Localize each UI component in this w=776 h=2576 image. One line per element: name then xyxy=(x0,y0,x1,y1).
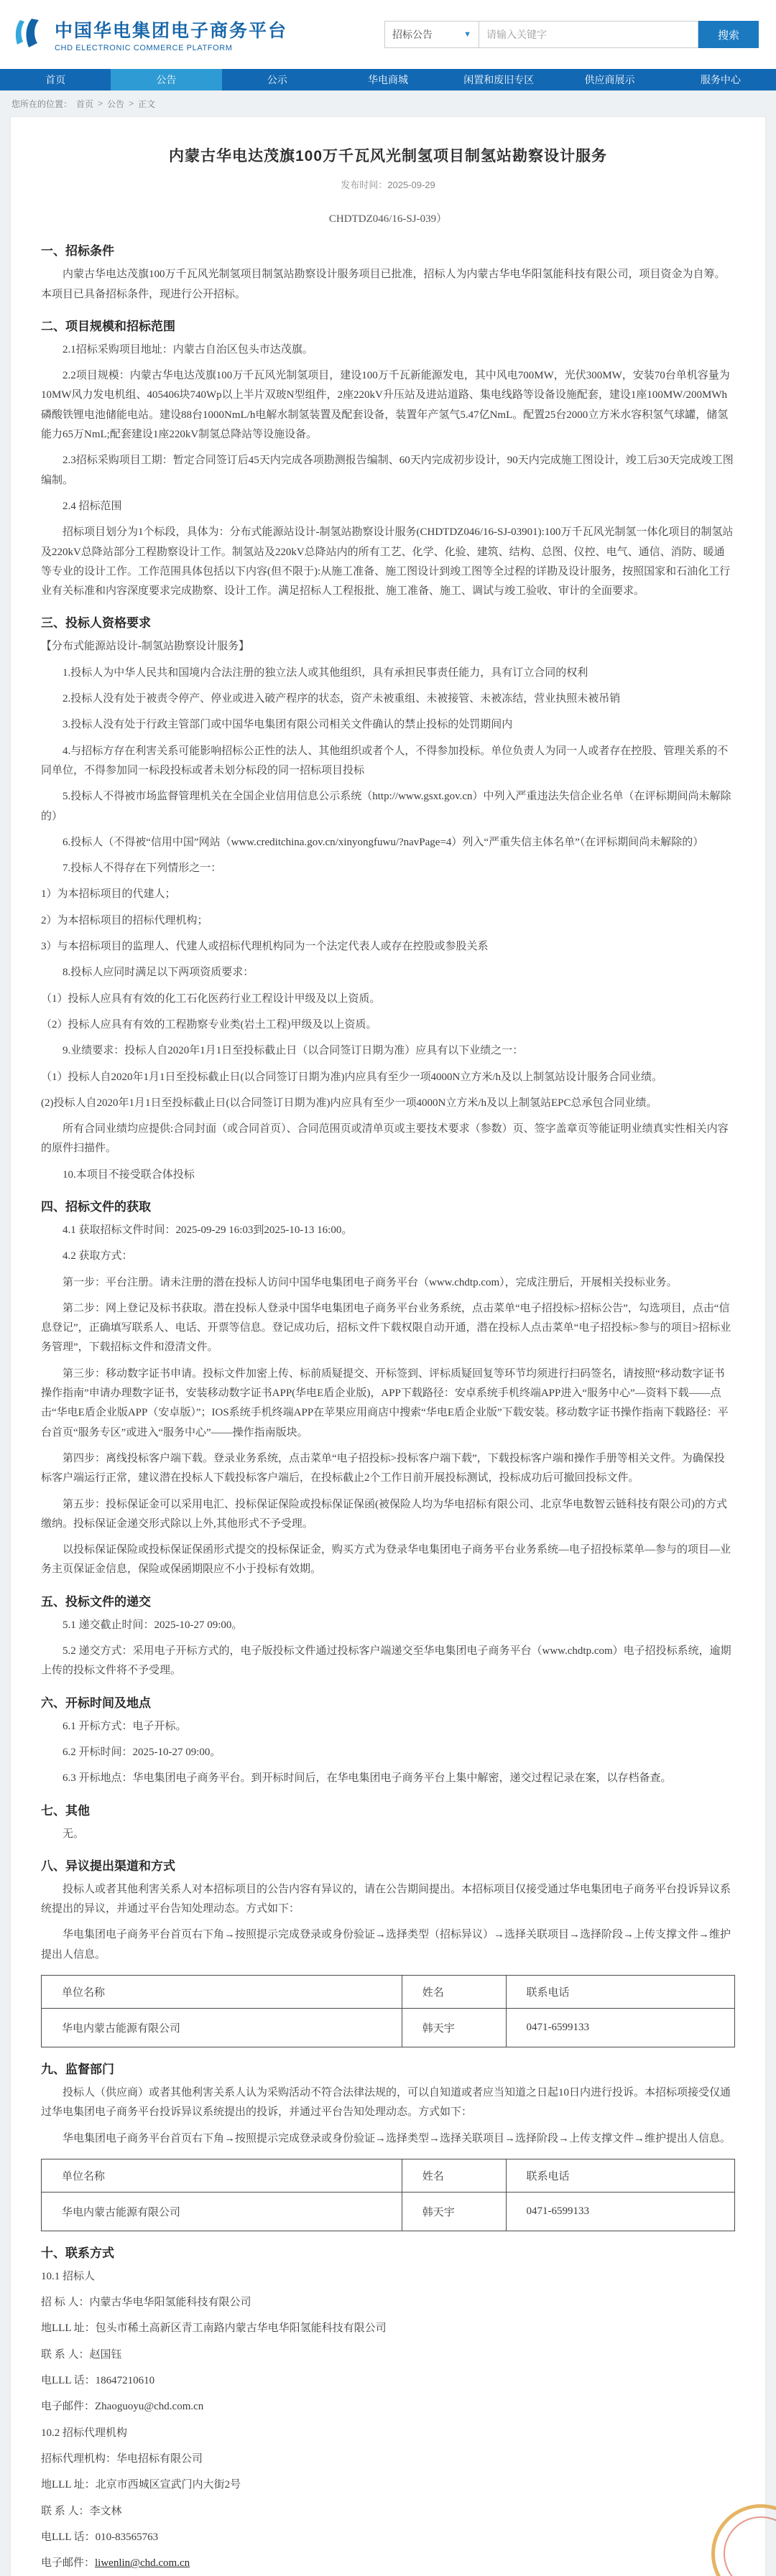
nav-item-home[interactable]: 首页 xyxy=(45,74,66,85)
paragraph: 10.1 招标人 xyxy=(41,2270,96,2282)
paragraph: 7.投标人不得存在下列情形之一： xyxy=(63,862,222,875)
main-nav xyxy=(0,69,776,90)
paragraph: 6.3 开标地点：华电集团电子商务平台。到开标时间后，在华电集团电子商务平台上集中解密，递交过程记录在案，以存档备查。 xyxy=(63,1772,672,1785)
paragraph: 1）为本招标项目的代建人； xyxy=(41,888,176,901)
paragraph: 第二步：网上登记及标书获取。潜在投标人登录中国华电集团电子商务平台业务系统，点击菜单“电子招投标>招标公告”，勾选项目，点击“信息登记”，正确填写联系人、电话、开票等信息。登记成功后，招标文件下载权限自动开通，潜在投标人点击菜单“电子招投标>参与的项目>招标业务管理”，下载招标文件和澄清文件。 xyxy=(41,1302,731,1354)
section-heading: 四、招标文件的获取 xyxy=(41,1199,151,1214)
table-header-cell: 联系电话 xyxy=(506,2159,734,2192)
contact-table xyxy=(41,1975,735,2047)
paragraph: 5.投标人不得被市场监督管理机关在全国企业信用信息公示系统（http://www.gsxt.gov.cn）中列入严重违法失信企业名单（在评标期间尚未解除的） xyxy=(41,791,731,822)
table-cell: 韩天宇 xyxy=(402,2192,506,2231)
table-header-cell: 单位名称 xyxy=(42,1976,402,2009)
paragraph: 联 系 人：赵国钰 xyxy=(41,2348,122,2361)
publish-date: 发布时间：2025-09-29 xyxy=(341,180,435,190)
platform-name-en: CHD ELECTRONIC COMMERCE PLATFORM xyxy=(55,44,233,52)
table-header-row xyxy=(42,2159,735,2192)
paragraph: 2.3招标采购项目工期：暂定合同签订后45天内完成各项勘测报告编制、60天内完成初步设计，90天内完成施工图设计，竣工后30天完成竣工图编制。 xyxy=(41,455,734,486)
search-category-select[interactable] xyxy=(384,21,479,48)
paragraph: 第四步：离线投标客户端下载。登录业务系统，点击菜单“电子招投标>投标客户端下载”，下载投标客户端和操作手册等相关文件。为确保投标客户端运行正常，建议潜在投标人下载投标客户端后，在投标截止2个工作日前开展投标测试，投标成功后可撤回投标文件。 xyxy=(41,1452,725,1484)
paragraph: 招标代理机构：华电招标有限公司 xyxy=(41,2452,203,2465)
search-bar xyxy=(384,21,759,48)
paragraph: 【分布式能源站设计-制氢站勘察设计服务】 xyxy=(41,641,249,653)
announcement-card xyxy=(10,116,766,2576)
paragraph: 2）为本招标项目的招标代理机构； xyxy=(41,914,208,926)
search-category-value: 招标公告 xyxy=(392,29,433,40)
table-cell: 0471-6599133 xyxy=(506,2009,734,2047)
paragraph: 10.本项目不接受联合体投标 xyxy=(63,1168,195,1181)
paragraph: 6.投标人（不得被“信用中国”网站（www.creditchina.gov.cn/xinyongfuwu/?navPage=4）列入“严重失信主体名单”（在评标期间尚未解除的） xyxy=(63,836,704,848)
nav-item-suppliers[interactable]: 供应商展示 xyxy=(584,74,635,85)
table-header-cell: 单位名称 xyxy=(42,2159,402,2192)
paragraph: 华电集团电子商务平台首页右下角→按照提示完成登录或身份验证→选择类型→选择关联项目→选择阶段→上传支撑文件→维护提出人信息。 xyxy=(63,2132,731,2144)
chd-logo-icon xyxy=(10,16,47,54)
nav-item-mall[interactable]: 华电商城 xyxy=(367,74,408,85)
table-header-row xyxy=(42,1976,735,2009)
paragraph: 6.1 开标方式：电子开标。 xyxy=(63,1720,187,1732)
breadcrumb-prefix: 您所在的位置： xyxy=(11,98,73,109)
paragraph: 9.业绩要求：投标人自2020年1月1日至投标截止日（以合同签订日期为准）应具有以下业绩之一： xyxy=(63,1045,524,1057)
paragraph: 电LLL 话：18647210610 xyxy=(41,2375,155,2387)
platform-name-cn: 中国华电集团电子商务平台 xyxy=(55,21,288,41)
breadcrumb-separator: > xyxy=(98,98,103,108)
table-row xyxy=(42,2009,735,2047)
paragraph: 第一步：平台注册。请未注册的潜在投标人访问中国华电集团电子商务平台（www.chdtp.com），完成注册后，开展相关投标业务。 xyxy=(63,1276,678,1288)
paragraph: 所有合同业绩均应提供:合同封面（或合同首页）、合同范围页或清单页或主要技术要求（参数）页、签字盖章页等能证明业绩真实性相关内容的原件扫描件。 xyxy=(41,1123,729,1155)
field-label: 电子邮件： xyxy=(41,2557,96,2570)
paragraph: （1）投标人应具有有效的化工石化医药行业工程设计甲级及以上资质。 xyxy=(41,992,381,1005)
breadcrumb-link[interactable]: 首页 xyxy=(76,98,94,109)
nav-item-publicity[interactable]: 公示 xyxy=(267,74,287,85)
paragraph: 2.投标人没有处于被责令停产、停业或进入破产程序的状态，资产未被重组、未被接管、未被冻结，营业执照未被吊销 xyxy=(63,693,621,705)
section-heading: 三、投标人资格要求 xyxy=(41,616,151,631)
breadcrumb-link[interactable]: 公告 xyxy=(107,98,125,109)
nav-item-service-center[interactable]: 服务中心 xyxy=(700,74,741,85)
paragraph: 电LLL 话：010-83565763 xyxy=(41,2531,159,2543)
paragraph: 招标项目划分为1个标段，具体为：分布式能源站设计-制氢站勘察设计服务(CHDTDZ046/16-SJ-03901):100万千瓦风光制氢一体化项目的制氢站及220kV总降站部分工程勘察设计工作。制氢站及220kV总降站内的所有工艺、化学、化验、建筑、结构、总图、仪控、电气、通信、消防、暖通等专业的设计工作。工作范围具体包括以下内容(但不限于):从施工准备、施工图设计到竣工图等全过程的详勘及设计服务，按照国家和石油化工行业有关标准和内容深度要求完成勘察、设计工作。满足招标人工程报批、施工准备、施工、调试与竣工验收、审计的全面要求。 xyxy=(41,526,734,597)
paragraph: 5.1 递交截止时间：2025-10-27 09:00。 xyxy=(63,1619,243,1631)
nav-item-idle-zone[interactable]: 闲置和废旧专区 xyxy=(463,74,535,85)
table-cell: 华电内蒙古能源有限公司 xyxy=(42,2192,402,2231)
section-heading: 九、监督部门 xyxy=(41,2063,114,2076)
paragraph: 2.2项目规模：内蒙古华电达茂旗100万千瓦风光制氢项目，建设100万千瓦新能源发电，其中风电700MW，光伏300MW，安装70台单机容量为10MW风力发电机组、405406块740Wp以上半片双玻N型组件，2座220kV升压站及进站道路、集电线路等设备设施配套，建设1座100MW/200MWh磷酸铁锂电池储能电站。建设88台1000NmL/h电解水制氢装置及配套设备，装置年产氢气5.47亿NmL。配置25台2000立方米水容积氢气球罐，储氢能力65万NmL;配套建设1座220kV制氢总降站等设施设备。 xyxy=(41,370,730,441)
nav-item-announcements[interactable]: 公告 xyxy=(111,69,221,90)
logo-link[interactable] xyxy=(10,16,287,54)
search-input[interactable] xyxy=(479,21,698,48)
paragraph: 1.投标人为中华人民共和国境内合法注册的独立法人或其他组织，具有承担民事责任能力，具有订立合同的权利 xyxy=(63,666,588,679)
paragraph: 地LLL 址：包头市稀土高新区青工南路内蒙古华电华阳氢能科技有限公司 xyxy=(41,2322,387,2335)
paragraph: 4.1 获取招标文件时间：2025-09-29 16:03到2025-10-13 16:00。 xyxy=(63,1224,353,1236)
paragraph: (2)投标人自2020年1月1日至投标截止日(以合同签订日期为准)内应具有至少一项4000N立方米/h及以上制氢站EPC总承包合同业绩。 xyxy=(41,1097,657,1109)
paragraph: 内蒙古华电达茂旗100万千瓦风光制氢项目制氢站勘察设计服务项目已批准，招标人为内蒙古华电华阳氢能科技有限公司，项目资金为自筹。本项目已具备招标条件，现进行公开招标。 xyxy=(41,269,726,300)
paragraph: （2）投标人应具有有效的工程勘察专业类(岩土工程)甲级及以上资质。 xyxy=(41,1018,377,1031)
section-heading: 一、招标条件 xyxy=(41,244,114,259)
paragraph: 3）与本招标项目的监理人、代建人或招标代理机构同为一个法定代表人或存在控股或参股关系 xyxy=(41,941,489,953)
contact-table xyxy=(41,2159,735,2231)
section-heading: 十、联系方式 xyxy=(41,2246,114,2260)
paragraph: 4.2 获取方式： xyxy=(63,1250,133,1263)
paragraph: 第三步：移动数字证书申请。投标文件加密上传、标前质疑提交、开标签到、评标质疑回复等环节均须进行扫码签名，请按照“移动数字证书操作指南”申请办理数字证书，安装移动数字证书APP(华电E盾企业版)，APP下载路径：安卓系统手机终端APP进入“服务中心”—资料下载——点击“华电E盾企业版APP（安卓版）”；IOS系统手机终端APP在苹果应用商店中搜索“华电E盾企业版”下载安装。移动数字证书操作指南下载路径：平台首页“服务专区”或进入“服务中心”——操作指南版块。 xyxy=(41,1367,729,1438)
search-button[interactable]: 搜索 xyxy=(698,21,759,48)
paragraph: 2.1招标采购项目地址：内蒙古自治区包头市达茂旗。 xyxy=(63,343,313,355)
table-header-cell: 姓名 xyxy=(402,2159,506,2192)
paragraph: 联 系 人：李文林 xyxy=(41,2505,122,2517)
table-cell: 0471-6599133 xyxy=(506,2192,734,2231)
paragraph: 以投标保证保险或投标保证保函形式提交的投标保证金，购买方式为登录华电集团电子商务平台业务系统—电子招投标菜单—参与的项目—业务主页保证金信息，保险或保函期限应不小于投标有效期。 xyxy=(41,1544,731,1576)
article-body xyxy=(41,210,735,2576)
chevron-down-icon: ▼ xyxy=(463,30,471,39)
table-header-cell: 联系电话 xyxy=(506,1976,734,2009)
paragraph: 8.投标人应同时满足以下两项资质要求： xyxy=(63,967,254,979)
section-heading: 五、投标文件的递交 xyxy=(41,1594,151,1609)
top-header xyxy=(0,0,776,69)
paragraph: 2.4 招标范围 xyxy=(63,500,122,512)
paragraph xyxy=(41,2554,735,2573)
paragraph: 投标人或者其他利害关系人对本招标项目的公告内容有异议的，请在公告期间提出。本招标项目仅接受通过华电集团电子商务平台投诉异议系统提出的异议，并通过平台告知处理动态。方式如下： xyxy=(41,1883,731,1915)
email-link[interactable]: liwenlin@chd.com.cn xyxy=(95,2557,190,2570)
table-cell: 韩天宇 xyxy=(402,2009,506,2047)
paragraph: 华电集团电子商务平台首页右下角→按照提示完成登录或身份验证→选择类型（招标异议）→选择关联项目→选择阶段→上传支撑文件→维护提出人信息。 xyxy=(41,1929,731,1961)
breadcrumb-separator: > xyxy=(129,98,134,108)
table-header-cell: 姓名 xyxy=(402,1976,506,2009)
section-heading: 二、项目规模和招标范围 xyxy=(41,319,175,333)
page-title: 内蒙古华电达茂旗100万千瓦风光制氢项目制氢站勘察设计服务 xyxy=(168,148,608,164)
paragraph: 4.与招标方存在利害关系可能影响招标公正性的法人、其他组织或者个人，不得参加投标。单位负责人为同一人或者存在控股、管理关系的不同单位，不得参加同一标段投标或者未划分标段的同一招标项目投标 xyxy=(41,745,729,776)
table-cell: 华电内蒙古能源有限公司 xyxy=(42,2009,402,2047)
tender-code-line: CHDTDZ046/16-SJ-039） xyxy=(328,213,448,225)
breadcrumb-link[interactable]: 正文 xyxy=(138,98,156,109)
section-heading: 七、其他 xyxy=(41,1803,90,1818)
breadcrumb-items xyxy=(76,98,155,110)
paragraph: 10.2 招标代理机构 xyxy=(41,2427,128,2439)
table-row xyxy=(42,2192,735,2231)
paragraph: 6.2 开标时间：2025-10-27 09:00。 xyxy=(63,1746,221,1758)
breadcrumb xyxy=(0,90,776,116)
paragraph: 电子邮件：Zhaoguoyu@chd.com.cn xyxy=(41,2401,204,2413)
section-heading: 八、异议提出渠道和方式 xyxy=(41,1859,175,1873)
paragraph: 无。 xyxy=(63,1828,85,1840)
paragraph: 地LLL 址：北京市西城区宣武门内大街2号 xyxy=(41,2479,241,2491)
paragraph: 投标人（供应商）或者其他利害关系人认为采购活动不符合法律法规的，可以自知道或者应当知道之日起10日内进行投诉。本招标项接受仅通过华电集团电子商务平台投诉异议系统提出的投诉，并通过平台告知处理动态。方式如下： xyxy=(41,2087,731,2119)
paragraph: （1）投标人自2020年1月1日至投标截止日(以合同签订日期为准)内应具有至少一项4000N立方米/h及以上制氢站设计服务合同业绩。 xyxy=(41,1071,662,1083)
paragraph: 招 标 人：内蒙古华电华阳氢能科技有限公司 xyxy=(41,2297,251,2309)
paragraph: 3.投标人没有处于行政主管部门或中国华电集团有限公司相关文件确认的禁止投标的处罚期间内 xyxy=(63,719,513,731)
paragraph: 5.2 递交方式：采用电子开标方式的，电子版投标文件通过投标客户端递交至华电集团电子商务平台（www.chdtp.com）电子招投标系统，逾期上传的投标文件将不予受理。 xyxy=(41,1645,731,1677)
section-heading: 六、开标时间及地点 xyxy=(41,1696,151,1710)
paragraph: 第五步：投标保证金可以采用电汇、投标保证保险或投标保证保函(被保险人均为华电招标有限公司、北京华电数智云链科技有限公司)的方式缴纳。投标保证金递交形式除以上外,其他形式不予受理。 xyxy=(41,1498,727,1530)
